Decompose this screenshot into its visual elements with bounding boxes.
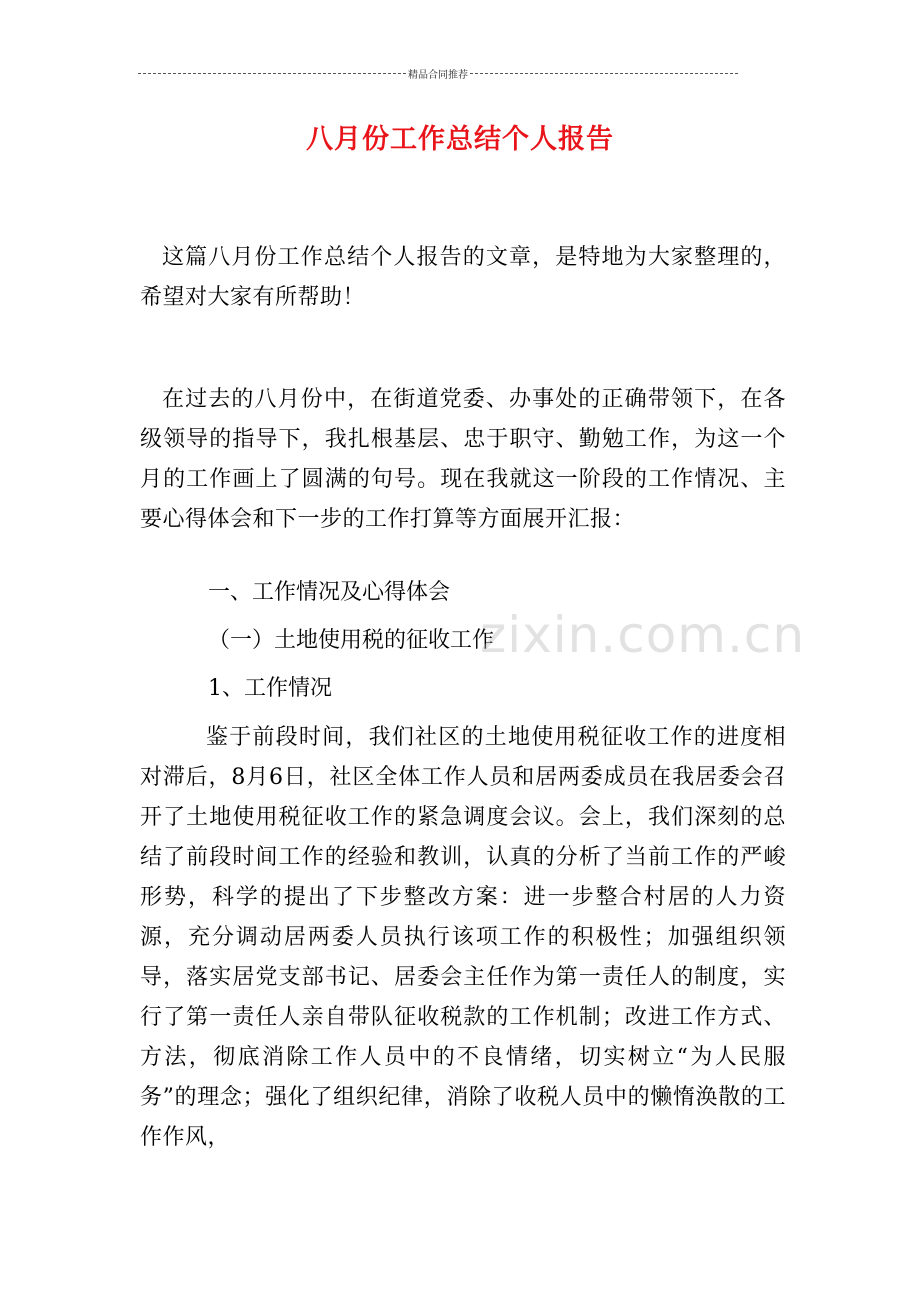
intro-paragraph: 这篇八月份工作总结个人报告的文章，是特地为大家整理的，希望对大家有所帮助！ xyxy=(140,245,786,310)
header-dash-left xyxy=(138,73,406,74)
subsection-heading: （一）土地使用税的征收工作 xyxy=(208,628,495,653)
section-heading: 一、工作情况及心得体会 xyxy=(208,580,451,605)
opening-paragraph: 在过去的八月份中，在街道党委、办事处的正确带领下，在各级领导的指导下，我扎根基层、忠于职守、勤勉工作，为这一个月的工作画上了圆满的句号。现在我就这一阶段的工作情况、主要心得体会和下一步的工作打算等方面展开汇报： xyxy=(140,387,786,532)
page-header xyxy=(138,66,738,81)
header-dash-right xyxy=(470,73,738,74)
watermark: zixin.com.cn xyxy=(480,606,806,664)
document-title: 八月份工作总结个人报告 xyxy=(306,124,614,155)
header-label: 精品合同推荐 xyxy=(408,70,468,81)
item-heading: 1、工作情况 xyxy=(208,676,332,701)
work-paragraph: 鉴于前段时间，我们社区的土地使用税征收工作的进度相对滞后，8月6日，社区全体工作人员和居两委成员在我居委会召开了土地使用税征收工作的紧急调度会议。会上，我们深刻的总结了前段时间工作的经验和教训，认真的分析了当前工作的严峻形势，科学的提出了下步整改方案：进一步整合村居的人力资源，充分调动居两委人员执行该项工作的积极性；加强组织领导，落实居党支部书记、居委会主任作为第一责任人的制度，实行了第一责任人亲自带队征收税款的工作机制；改进工作方式、方法，彻底消除工作人员中的不良情绪，切实树立“为人民服务”的理念；强化了组织纪律，消除了收税人员中的懒惰涣散的工作作风， xyxy=(140,725,786,1150)
